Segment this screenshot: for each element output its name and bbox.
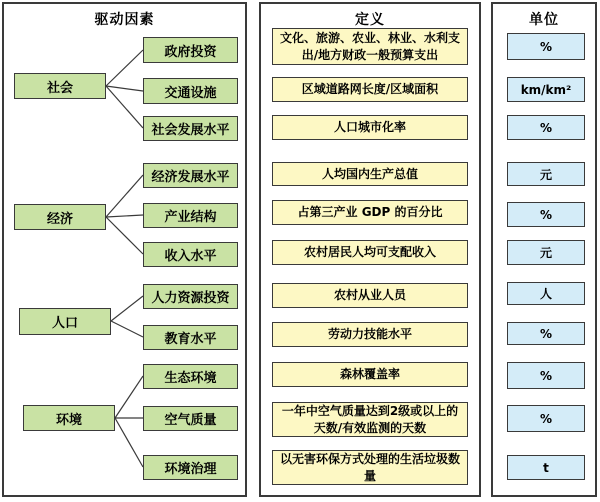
definition-box-urbanization-rate: 人口城市化率 <box>272 115 468 140</box>
unit-box-percent-5: % <box>507 362 585 389</box>
unit-box-percent-1: % <box>507 33 585 60</box>
definition-box-air-quality-days: 一年中空气质量达到2级或以上的天数/有效监测的天数 <box>272 402 468 437</box>
unit-box-percent-6: % <box>507 405 585 432</box>
definition-box-tertiary-gdp-share: 占第三产业 GDP 的百分比 <box>272 200 468 225</box>
driver-group-population: 人口 <box>19 308 111 335</box>
definition-box-fiscal-expenditure: 文化、旅游、农业、林业、水利支出/地方财政一般预算支出 <box>272 28 468 65</box>
driver-box-economic-development: 经济发展水平 <box>143 163 238 188</box>
definition-box-rural-disposable-income: 农村居民人均可支配收入 <box>272 240 468 265</box>
driver-box-government-investment: 政府投资 <box>143 37 238 63</box>
driver-box-environmental-governance: 环境治理 <box>143 455 238 480</box>
driver-box-air-quality: 空气质量 <box>143 406 238 431</box>
definition-box-gdp-per-capita: 人均国内生产总值 <box>272 162 468 186</box>
unit-box-percent-3: % <box>507 202 585 227</box>
unit-box-yuan-2: 元 <box>507 240 585 265</box>
driver-group-economy: 经济 <box>14 204 106 230</box>
driver-box-transport-facilities: 交通设施 <box>143 78 238 104</box>
driver-box-income-level: 收入水平 <box>143 242 238 267</box>
driver-box-human-resource-investment: 人力资源投资 <box>143 284 238 309</box>
unit-box-percent-4: % <box>507 322 585 345</box>
unit-box-percent-2: % <box>507 115 585 140</box>
definition-box-harmless-waste: 以无害环保方式处理的生活垃圾数量 <box>272 450 468 485</box>
driver-group-society: 社会 <box>14 73 106 99</box>
driver-box-education-level: 教育水平 <box>143 325 238 350</box>
unit-box-yuan-1: 元 <box>507 162 585 186</box>
definition-box-rural-employees: 农村从业人员 <box>272 283 468 308</box>
definition-box-forest-coverage: 森林覆盖率 <box>272 362 468 387</box>
definition-box-road-network: 区域道路网长度/区域面积 <box>272 77 468 102</box>
driver-group-environment: 环境 <box>23 405 115 431</box>
unit-box-person: 人 <box>507 282 585 305</box>
driver-box-industrial-structure: 产业结构 <box>143 203 238 228</box>
definition-box-labor-skill-level: 劳动力技能水平 <box>272 322 468 347</box>
driver-box-social-development: 社会发展水平 <box>143 116 238 141</box>
definitions-panel-title: 定义 <box>355 12 385 28</box>
driver-box-ecological-environment: 生态环境 <box>143 364 238 389</box>
drivers-panel-title: 驱动因素 <box>94 12 155 28</box>
units-panel-title: 单位 <box>529 12 559 28</box>
unit-box-ton: t <box>507 455 585 480</box>
unit-box-km-per-km2: km/km² <box>507 77 585 102</box>
